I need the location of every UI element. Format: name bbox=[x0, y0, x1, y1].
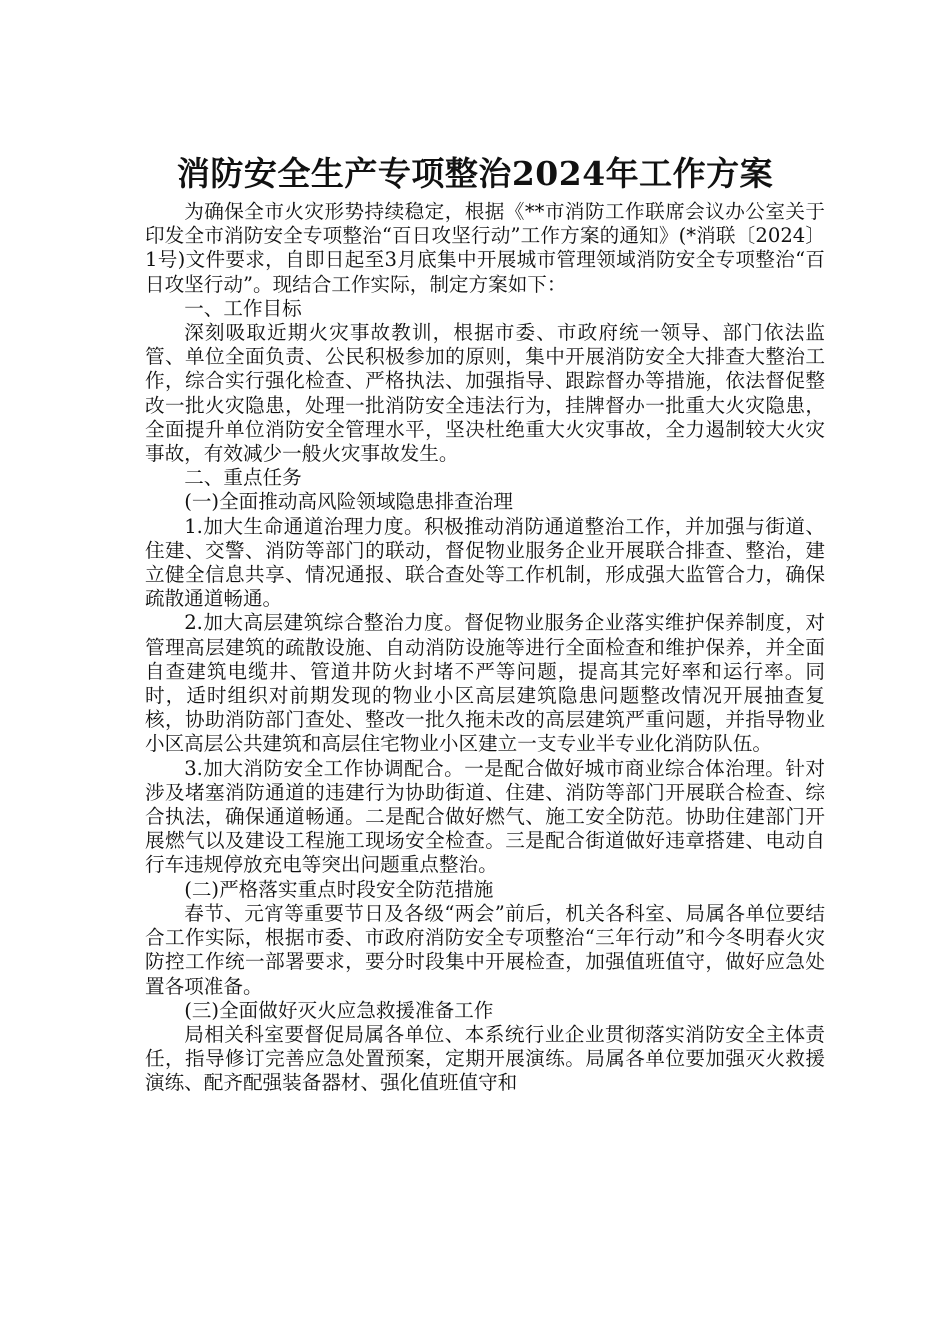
subsection-heading-high-risk: (一)全面推动高风险领域隐患排查治理 bbox=[184, 490, 513, 514]
section-heading-tasks: 二、重点任务 bbox=[184, 466, 302, 490]
key-periods-paragraph: 春节、元宵等重要节日及各级“两会”前后，机关各科室、局属各单位要结合工作实际，根据市委、市政府消防安全专项整治“三年行动”和今冬明春火灾防控工作统一部署要求，要分时段集中开展检查，加强值班值守，做好应急处置各项准备。 bbox=[145, 901, 825, 998]
goals-paragraph: 深刻吸取近期火灾事故教训，根据市委、市政府统一领导、部门依法监管、单位全面负责、公民积极参加的原则，集中开展消防安全大排查大整治工作，综合实行强化检查、严格执法、加强指导、跟踪督办等措施，依法督促整改一批火灾隐患，处理一批消防安全违法行为，挂牌督办一批重大火灾隐患，全面提升单位消防安全管理水平，坚决杜绝重大火灾事故，全力遏制较大火灾事故，有效减少一般火灾事故发生。 bbox=[145, 321, 825, 466]
task-item-life-passage: 1.加大生命通道治理力度。积极推动消防通道整治工作，并加强与街道、住建、交警、消防等部门的联动，督促物业服务企业开展联合排查、整治，建立健全信息共享、情况通报、联合查处等工作机制，形成强大监管合力，确保疏散通道畅通。 bbox=[145, 514, 825, 611]
intro-paragraph: 为确保全市火灾形势持续稳定，根据《**市消防工作联席会议办公室关于印发全市消防安全专项整治“百日攻坚行动”工作方案的通知》(*消联〔2024〕1号)文件要求，自即日起至3月底集中开展城市管理领域消防安全专项整治“百日攻坚行动”。现结合工作实际，制定方案如下： bbox=[145, 200, 825, 296]
document-body bbox=[145, 200, 825, 1096]
subsection-heading-key-periods: (二)严格落实重点时段安全防范措施 bbox=[184, 877, 494, 901]
task-item-high-rise: 2.加大高层建筑综合整治力度。督促物业服务企业落实维护保养制度，对管理高层建筑的疏散设施、自动消防设施等进行全面检查和维护保养，并全面自查建筑电缆井、管道井防火封堵不严等问题，提高其完好率和运行率。同时，适时组织对前期发现的物业小区高层建筑隐患问题整改情况开展抽查复核，协助消防部门查处、整改一批久拖未改的高层建筑严重问题，并指导物业小区高层公共建筑和高层住宅物业小区建立一支专业半专业化消防队伍。 bbox=[145, 611, 825, 756]
subsection-heading-emergency: (三)全面做好灭火应急救援准备工作 bbox=[184, 998, 494, 1022]
document-title: 消防安全生产专项整治2024年工作方案 bbox=[176, 154, 774, 194]
emergency-paragraph: 局相关科室要督促局属各单位、本系统行业企业贯彻落实消防安全主体责任，指导修订完善应急处置预案，定期开展演练。局属各单位要加强灭火救援演练、配齐配强装备器材、强化值班值守和 bbox=[145, 1022, 825, 1095]
section-heading-goals: 一、工作目标 bbox=[184, 296, 302, 320]
task-item-coordination: 3.加大消防安全工作协调配合。一是配合做好城市商业综合体治理。针对涉及堵塞消防通道的违建行为协助街道、住建、消防等部门开展联合检查、综合执法，确保通道畅通。二是配合做好燃气、施工安全防范。协助住建部门开展燃气以及建设工程施工现场安全检查。三是配合街道做好违章搭建、电动自行车违规停放充电等突出问题重点整治。 bbox=[145, 756, 825, 877]
